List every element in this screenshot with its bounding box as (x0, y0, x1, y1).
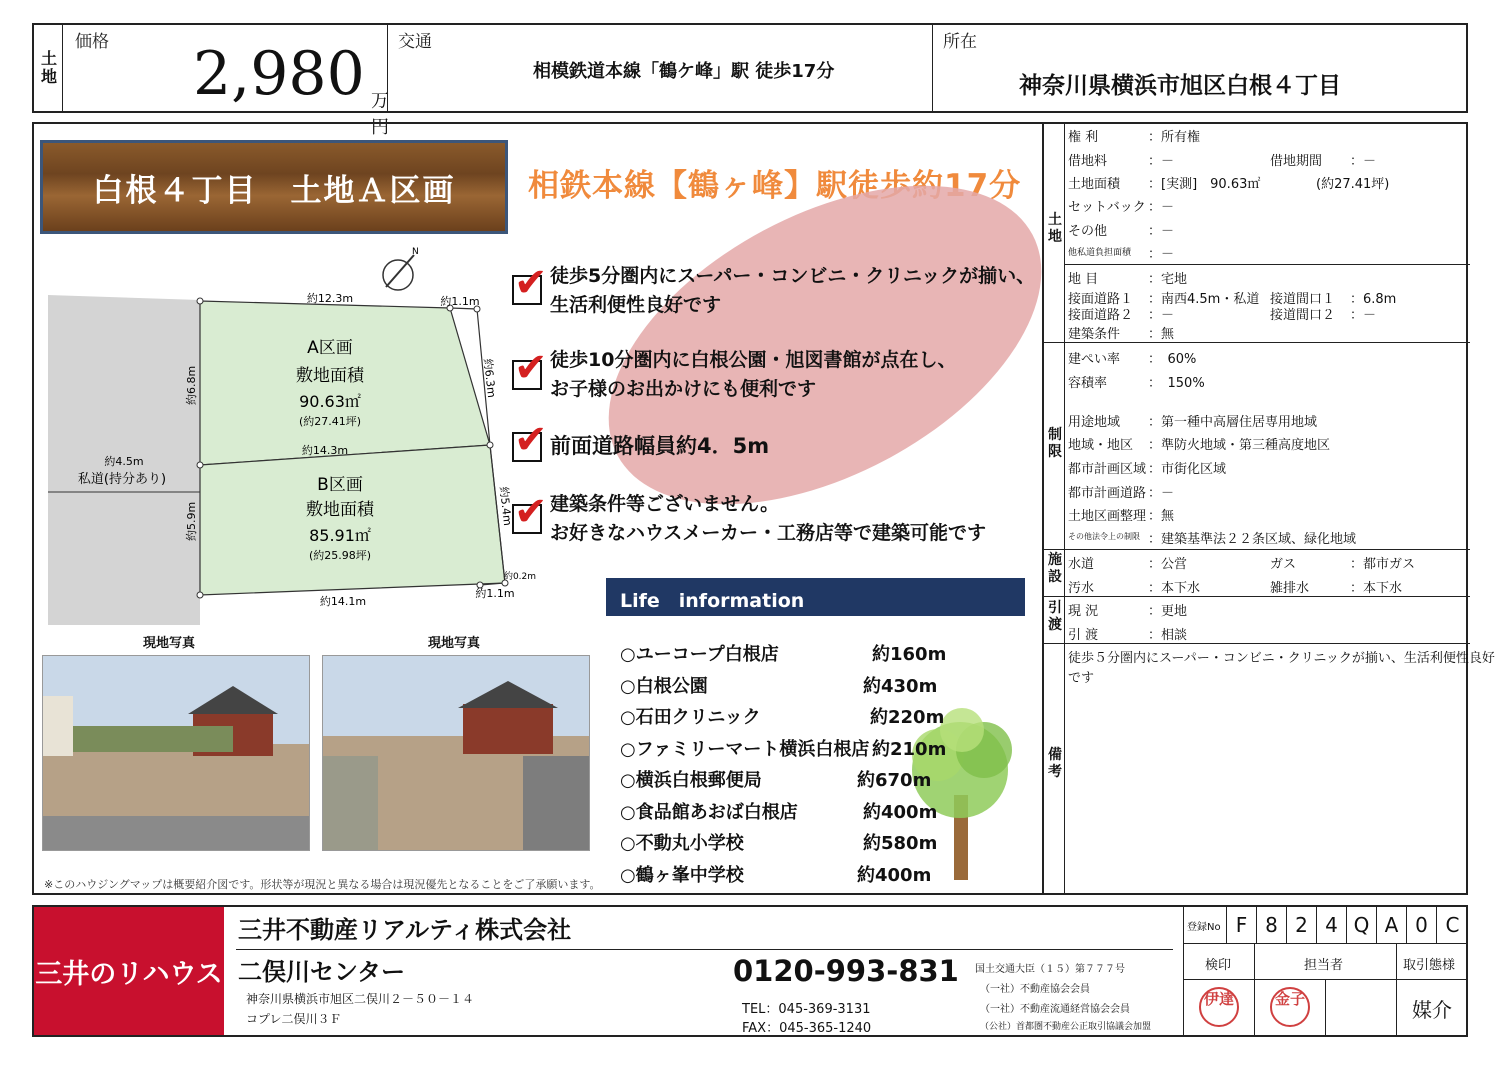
facility-name: ○食品館あおば白根店 (620, 802, 798, 823)
dim-left-b: 約5.9m (185, 501, 198, 541)
readjustment-value: ：無 (1148, 509, 1175, 524)
facility-name: ○不動丸小学校 (620, 833, 744, 854)
title-plate (40, 140, 508, 234)
frontage2-value: ：－ (1350, 308, 1377, 323)
facility-name: ○白根公園 (620, 676, 708, 697)
far-value: ： 150% (1148, 376, 1205, 391)
association-2: （一社）不動産流通経営協会会員 (980, 1004, 1130, 1015)
dim-middle: 約14.3m (301, 444, 349, 457)
site-photo-2 (322, 655, 590, 851)
planned-road-value: ：－ (1148, 486, 1175, 501)
fax: FAX：045-365-1240 (742, 1021, 872, 1036)
sewage-label: 汚水 (1068, 581, 1095, 596)
reg-char: 4 (1316, 907, 1346, 943)
facility-name: ○石田クリニック (620, 707, 761, 728)
coverage-value: ： 60% (1148, 352, 1197, 367)
reg-char: 8 (1256, 907, 1286, 943)
dim-top-2: 約1.1m (440, 295, 480, 308)
section-facilities: 施設 (1048, 552, 1062, 585)
zoning-label: 用途地域 (1068, 415, 1121, 430)
city-planning-value: ：市街化区域 (1148, 462, 1227, 477)
facility-distance: 約670m (857, 770, 932, 791)
reg-char: F (1226, 907, 1256, 943)
site-photo-1 (42, 655, 310, 851)
dim-right-b: 約5.4m (497, 485, 515, 527)
gas-label: ガス (1270, 557, 1297, 572)
drainage-value: ：本下水 (1350, 581, 1403, 596)
facility-distance: 約580m (863, 833, 938, 854)
reg-char: C (1436, 907, 1468, 943)
free-dial: 0120-993-831 (733, 954, 959, 988)
zoning-value: ：第一種中高層住居専用地域 (1148, 415, 1318, 430)
reg-no-label: 登録No (1187, 922, 1221, 933)
photo-label: 現地写真 (143, 636, 196, 651)
gas-value: ：都市ガス (1350, 557, 1416, 572)
life-info-header: Life information (606, 578, 1025, 616)
coverage-label: 建ぺい率 (1068, 352, 1121, 367)
feature-item (550, 490, 986, 548)
price-cell (62, 25, 389, 138)
build-condition-value: ：無 (1148, 327, 1175, 342)
delivery-value: ：相談 (1148, 628, 1188, 643)
feature-line: 徒歩5分圏内にスーパー・コンビニ・クリニックが揃い、 (550, 265, 1036, 287)
road1-label: 接面道路１ (1068, 292, 1134, 307)
seal-stamp-1: 伊達 (1199, 987, 1239, 1027)
location-value: 神奈川県横浜市旭区白根４丁目 (1019, 73, 1341, 99)
water-label: 水道 (1068, 557, 1095, 572)
far-label: 容積率 (1068, 376, 1108, 391)
feature-item (550, 432, 769, 461)
lot-a-area-label: 敷地面積 (296, 366, 364, 386)
road1-value: ：南西4.5m・私道 (1148, 292, 1260, 307)
facility-distance: 約430m (863, 676, 938, 697)
property-title: 白根４丁目 土地Ａ区画 (92, 172, 456, 209)
feature-line: 徒歩10分圏内に白根公園・旭図書館が点在し、 (550, 349, 957, 371)
remarks-line: です (1068, 671, 1095, 686)
remarks-line: 徒歩５分圏内にスーパー・コンビニ・クリニックが揃い、生活利便性良好 (1068, 651, 1495, 666)
section-land: 土地 (1048, 212, 1062, 245)
disclaimer: ※このハウジングマップは概要紹介図です。形状等が現況と異なる場合は現況優先となることをご了承願います。 (44, 878, 601, 891)
facility-distance: 約220m (870, 707, 945, 728)
land-category-label: 地 目 (1068, 272, 1099, 287)
lot-b-area: 85.91㎡ (309, 526, 371, 545)
other-value: ：－ (1148, 224, 1175, 239)
dim-right-a: 約6.3m (481, 357, 499, 399)
lot-a-area: 90.63㎡ (299, 392, 361, 411)
setback-value: ：－ (1148, 200, 1175, 215)
sewage-value: ：本下水 (1148, 581, 1201, 596)
facility-name: ○横浜白根郵便局 (620, 770, 762, 791)
build-condition-label: 建築条件 (1068, 327, 1121, 342)
seal-stamp-2: 金子 (1270, 987, 1310, 1027)
facility-name: ○ファミリーマート横浜白根店 (620, 739, 870, 760)
setback-label: セットバック (1068, 200, 1146, 215)
status-value: ：更地 (1148, 604, 1188, 619)
address-line-2: コプレ二俣川３Ｆ (246, 1012, 342, 1026)
lot-a-tsubo: (約27.41坪) (298, 415, 362, 428)
delivery-label: 引 渡 (1068, 628, 1099, 643)
dim-left-a: 約6.8m (185, 365, 198, 405)
facility-name: ○ユーコープ白根店 (620, 644, 779, 665)
readjustment-label: 土地区画整理 (1068, 509, 1147, 524)
lease-term-value: ：－ (1350, 154, 1377, 169)
catch-copy: 相鉄本線【鶴ヶ峰】駅徒歩約17分 (528, 168, 1022, 204)
inspection-label: 検印 (1205, 958, 1232, 973)
license-no: 国土交通大臣（１５）第７７７号 (975, 964, 1125, 975)
facility-name: ○鶴ヶ峯中学校 (620, 865, 744, 886)
district-value: ：準防火地域・第三種高度地区 (1148, 438, 1331, 453)
feature-item (550, 262, 1035, 320)
company-name: 三井不動産リアルティ株式会社 (238, 916, 572, 944)
land-category-value: ：宅地 (1148, 272, 1188, 287)
other-law-label: その他法令上の制限 (1068, 532, 1140, 541)
check-icon: ✔ (514, 345, 548, 391)
transaction-label: 取引態様 (1403, 958, 1456, 973)
lot-b-name: B区画 (317, 475, 363, 495)
dim-bottom: 約14.1m (319, 595, 367, 608)
price-label: 価格 (75, 32, 109, 52)
lease-term-label: 借地期間 (1270, 154, 1323, 169)
svg-text:N: N (412, 247, 419, 257)
land-area-value: ：[実測] 90.63㎡ (1148, 177, 1261, 192)
section-restrictions: 制限 (1048, 427, 1062, 460)
feature-line: 前面道路幅員約4．5m (550, 434, 770, 458)
land-area-label: 土地面積 (1068, 177, 1121, 192)
other-law-value: ：建築基準法２２条区域、緑化地域 (1148, 532, 1357, 547)
rights-label: 権 利 (1068, 130, 1099, 145)
transport-value: 相模鉄道本線「鶴ケ峰」駅 徒歩17分 (533, 61, 835, 82)
address-line-1: 神奈川県横浜市旭区二俣川２－５０－１４ (246, 992, 475, 1006)
check-icon: ✔ (514, 489, 548, 535)
frontage1-value: ：6.8m (1350, 292, 1397, 307)
photo-label: 現地写真 (428, 636, 481, 651)
facility-distance: 約400m (863, 802, 938, 823)
section-delivery: 引渡 (1048, 600, 1062, 633)
lot-b (200, 445, 505, 595)
transport-cell (387, 25, 932, 111)
property-type: 土地 (38, 50, 58, 86)
dim-bottom-2: 約1.1m (475, 587, 515, 600)
facility-distance: 約400m (857, 865, 932, 886)
check-icon: ✔ (514, 260, 548, 306)
lot-b-tsubo: (約25.98坪) (308, 549, 372, 562)
reg-char: A (1376, 907, 1406, 943)
feature-line: 生活利便性良好です (550, 294, 722, 316)
facility-distance: 約160m (872, 644, 947, 665)
lease-fee-value: ：－ (1148, 154, 1175, 169)
reg-char: 2 (1286, 907, 1316, 943)
association-1: （一社）不動産協会会員 (980, 984, 1090, 995)
transport-label: 交通 (398, 32, 432, 52)
land-area-tsubo: (約27.41坪) (1316, 177, 1390, 192)
location-cell (932, 25, 1466, 111)
lot-b-area-label: 敷地面積 (306, 500, 374, 520)
rights-value: ：所有権 (1148, 130, 1201, 145)
lot-a-name: A区画 (307, 338, 353, 358)
district-label: 地域・地区 (1068, 438, 1134, 453)
feature-line: 建築条件等ございません。 (550, 493, 780, 515)
association-3: （公社）首都圏不動産公正取引協議会加盟 (980, 1022, 1152, 1032)
feature-line: お子様のお出かけにも便利です (550, 378, 817, 400)
site-plan (40, 245, 540, 630)
planned-road-label: 都市計画道路 (1068, 486, 1147, 501)
tel: TEL：045-369-3131 (742, 1002, 871, 1017)
status-label: 現 況 (1068, 604, 1099, 619)
company-logo: 三井のリハウス (34, 907, 224, 1035)
lease-fee-label: 借地料 (1068, 154, 1108, 169)
section-remarks: 備考 (1048, 747, 1062, 780)
road-label: 私道(持分あり) (77, 472, 167, 487)
dim-corner: 約0.2m (503, 572, 537, 582)
city-planning-label: 都市計画区域 (1068, 462, 1147, 477)
location-label: 所在 (943, 32, 977, 52)
frontage2-label: 接道間口２ (1270, 308, 1336, 323)
dim-top: 約12.3m (306, 292, 354, 305)
feature-item (550, 346, 956, 404)
branch-name: 二俣川センター (238, 958, 406, 986)
drainage-label: 雑排水 (1270, 581, 1310, 596)
reg-char: 0 (1406, 907, 1436, 943)
private-road-label: 他私道負担面積 (1068, 248, 1132, 258)
facility-distance: 約210m (872, 739, 947, 760)
road2-label: 接面道路２ (1068, 308, 1134, 323)
staff-label: 担当者 (1304, 958, 1344, 973)
price-unit: 万円 (371, 91, 389, 138)
frontage1-label: 接道間口１ (1270, 292, 1336, 307)
check-icon: ✔ (514, 417, 548, 463)
private-road-value: ：－ (1148, 247, 1175, 262)
reg-char: Q (1346, 907, 1376, 943)
water-value: ：公営 (1148, 557, 1188, 572)
details-table (1042, 122, 1495, 895)
transaction-mode: 媒介 (1412, 998, 1452, 1022)
feature-line: お好きなハウスメーカー・工務店等で建築可能です (550, 522, 987, 544)
other-label: その他 (1068, 224, 1108, 239)
price-value: 2,980 (193, 39, 365, 109)
road2-value: ：－ (1148, 308, 1175, 323)
road-width: 約4.5m (104, 455, 144, 468)
